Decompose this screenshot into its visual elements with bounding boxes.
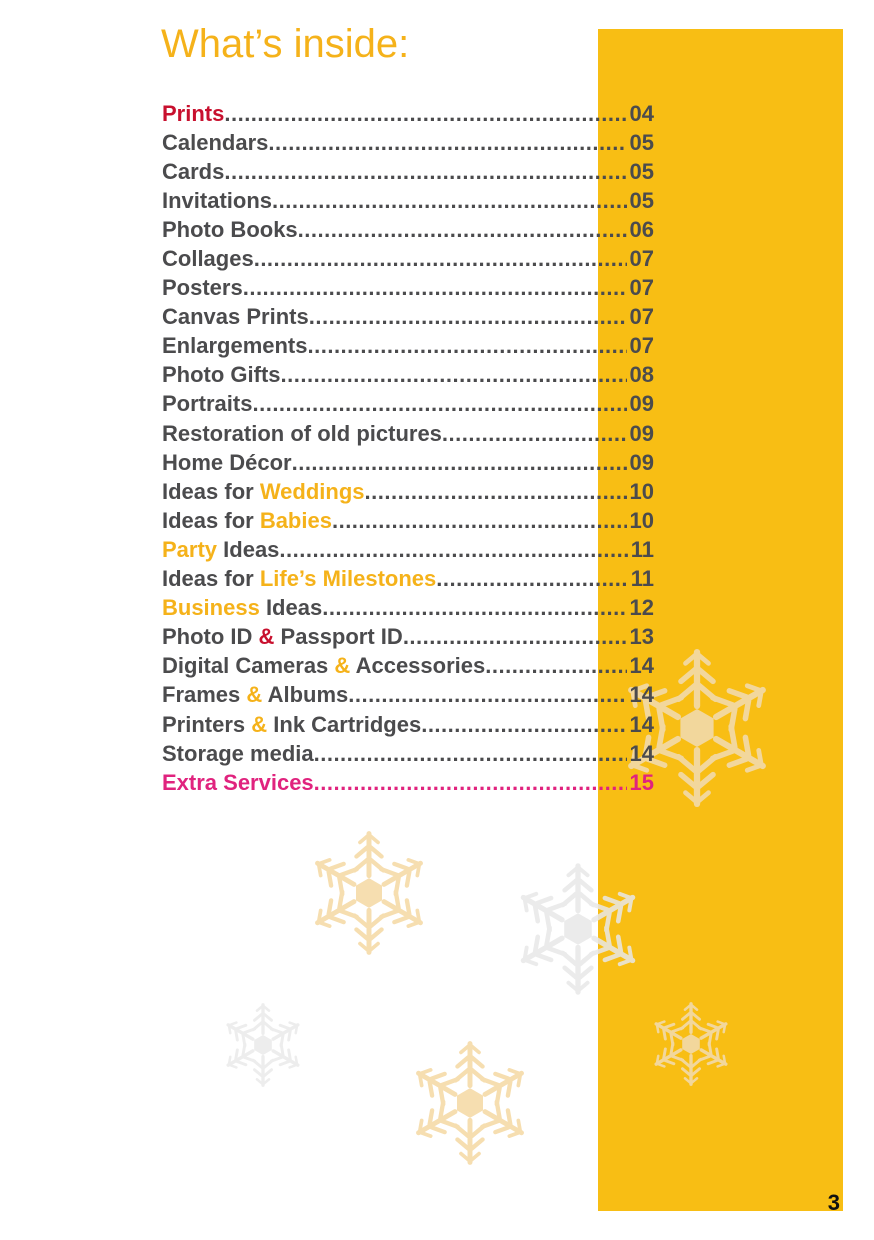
toc-entry[interactable] xyxy=(162,506,654,535)
toc-entry-label xyxy=(162,130,268,156)
toc-page-number: 15 xyxy=(629,769,654,795)
toc-entry[interactable] xyxy=(162,99,654,128)
dot-leader xyxy=(243,275,627,301)
toc-entry-label-part: Home Décor xyxy=(162,449,292,475)
toc-entry[interactable] xyxy=(162,390,654,419)
toc-entry[interactable] xyxy=(162,303,654,332)
toc-page-number: 14 xyxy=(629,711,654,737)
toc-entry-label-part: Life’s Milestones xyxy=(259,566,437,592)
dot-leader xyxy=(308,333,627,359)
toc-entry-label xyxy=(162,741,314,767)
toc-entry[interactable] xyxy=(162,244,654,273)
toc-page-number: 06 xyxy=(629,216,654,242)
toc-entry-label-part: Photo ID xyxy=(162,624,259,650)
toc-entry-label-part: & xyxy=(258,624,275,650)
page-title: What’s inside: xyxy=(161,22,410,66)
toc-page-number: 11 xyxy=(630,566,654,592)
toc-entry[interactable] xyxy=(162,419,654,448)
toc-page-number: 07 xyxy=(629,304,654,330)
toc-page-number: 09 xyxy=(629,391,654,417)
toc-entry-label-part: Digital Cameras xyxy=(162,653,335,679)
dot-leader xyxy=(322,595,626,621)
toc-entry-label xyxy=(162,682,348,708)
toc-page-number: 14 xyxy=(629,682,654,708)
toc-entry[interactable] xyxy=(162,623,654,652)
dot-leader xyxy=(421,712,626,738)
toc-entry[interactable] xyxy=(162,186,654,215)
toc-entry-label-part: Ideas xyxy=(259,595,323,621)
toc-entry-label xyxy=(162,537,279,563)
toc-entry[interactable] xyxy=(162,710,654,739)
toc-entry[interactable] xyxy=(162,681,654,710)
toc-page-number: 08 xyxy=(629,362,654,388)
toc-page-number: 07 xyxy=(629,246,654,272)
snowflake-icon xyxy=(647,1000,735,1088)
toc-entry-label xyxy=(162,275,243,301)
toc-entry-label-part: & xyxy=(251,711,268,737)
dot-leader xyxy=(348,682,626,708)
toc-entry-label-part: Restoration of old pictures xyxy=(162,420,442,446)
toc-entry[interactable] xyxy=(162,274,654,303)
toc-entry-label-part: Calendars xyxy=(162,129,269,155)
toc-page-number: 04 xyxy=(629,100,654,126)
toc-entry-label-part: Storage media xyxy=(162,740,314,766)
snowflake-icon xyxy=(509,860,647,998)
toc-entry-label xyxy=(162,159,224,185)
toc-page-number: 12 xyxy=(629,595,654,621)
toc-entry-label-part: Ideas for xyxy=(162,566,260,592)
dot-leader xyxy=(309,304,627,330)
toc-entry-label-part: Photo Books xyxy=(162,216,298,242)
toc-entry-label xyxy=(162,566,436,592)
toc-entry[interactable] xyxy=(162,768,654,797)
dot-leader xyxy=(436,566,627,592)
snowflake-icon xyxy=(405,1038,535,1168)
toc-entry-label xyxy=(162,188,272,214)
toc-page-number: 10 xyxy=(629,507,654,533)
toc-page-number: 05 xyxy=(629,158,654,184)
toc-page-number: 07 xyxy=(629,275,654,301)
toc-entry-label xyxy=(162,101,224,127)
toc-page-number: 14 xyxy=(629,740,654,766)
toc-entry-label-part: Weddings xyxy=(259,478,365,504)
dot-leader xyxy=(332,508,627,534)
toc-entry[interactable] xyxy=(162,477,654,506)
toc-entry[interactable] xyxy=(162,215,654,244)
toc-entry-label xyxy=(162,624,403,650)
toc-entry[interactable] xyxy=(162,157,654,186)
toc-entry-label xyxy=(162,391,252,417)
toc-entry-label-part: & xyxy=(334,653,351,679)
table-of-contents xyxy=(162,99,654,797)
toc-entry-label-part: Extra Services xyxy=(162,769,314,795)
toc-page-number: 09 xyxy=(629,449,654,475)
toc-entry-label xyxy=(162,450,292,476)
toc-page-number: 11 xyxy=(630,536,654,562)
dot-leader xyxy=(298,217,627,243)
toc-entry-label xyxy=(162,653,485,679)
toc-entry-label-part: Ideas for xyxy=(162,478,260,504)
toc-entry-label-part: Passport ID xyxy=(274,624,403,650)
toc-entry-label-part: Babies xyxy=(259,507,332,533)
toc-entry-label-part: & xyxy=(246,682,263,708)
toc-entry[interactable] xyxy=(162,739,654,768)
toc-entry-label xyxy=(162,770,314,796)
toc-entry[interactable] xyxy=(162,565,654,594)
toc-entry-label-part: Party xyxy=(162,536,218,562)
snowflake-icon xyxy=(304,828,434,958)
toc-page-number: 07 xyxy=(629,333,654,359)
toc-entry-label-part: Collages xyxy=(162,246,254,272)
toc-entry-label-part: Ideas xyxy=(217,536,280,562)
toc-entry-label-part: Ideas for xyxy=(162,507,260,533)
toc-entry-label-part: Business xyxy=(162,595,260,621)
toc-entry-label-part: Portraits xyxy=(162,391,253,417)
toc-entry-label xyxy=(162,217,298,243)
toc-entry-label-part: Prints xyxy=(162,100,225,126)
dot-leader xyxy=(279,537,627,563)
toc-page-number: 14 xyxy=(629,653,654,679)
dot-leader xyxy=(272,188,627,214)
toc-entry-label-part: Accessories xyxy=(350,653,486,679)
toc-entry[interactable] xyxy=(162,535,654,564)
dot-leader xyxy=(314,770,627,796)
toc-entry-label-part: Printers xyxy=(162,711,252,737)
page-number: 3 xyxy=(827,1190,840,1215)
dot-leader xyxy=(442,421,627,447)
toc-entry-label xyxy=(162,246,254,272)
dot-leader xyxy=(485,653,626,679)
toc-entry-label-part: Photo Gifts xyxy=(162,362,281,388)
toc-page-number: 09 xyxy=(629,420,654,446)
dot-leader xyxy=(252,391,626,417)
toc-page-number: 05 xyxy=(629,187,654,213)
toc-entry-label xyxy=(162,712,421,738)
dot-leader xyxy=(224,159,626,185)
toc-entry[interactable] xyxy=(162,652,654,681)
toc-entry-label xyxy=(162,421,442,447)
toc-entry-label xyxy=(162,508,332,534)
dot-leader xyxy=(365,479,627,505)
toc-entry[interactable] xyxy=(162,361,654,390)
toc-entry[interactable] xyxy=(162,594,654,623)
toc-entry[interactable] xyxy=(162,332,654,361)
toc-entry-label xyxy=(162,595,322,621)
toc-entry[interactable] xyxy=(162,448,654,477)
toc-entry-label-part: Posters xyxy=(162,275,243,301)
toc-entry-label xyxy=(162,333,308,359)
toc-page-number: 05 xyxy=(629,129,654,155)
dot-leader xyxy=(403,624,627,650)
toc-entry-label-part: Canvas Prints xyxy=(162,304,309,330)
dot-leader xyxy=(281,362,627,388)
dot-leader xyxy=(254,246,627,272)
snowflake-icon xyxy=(219,1001,307,1089)
toc-entry-label-part: Albums xyxy=(262,682,349,708)
toc-page-number: 10 xyxy=(629,478,654,504)
dot-leader xyxy=(314,741,627,767)
dot-leader xyxy=(224,101,626,127)
toc-entry-label xyxy=(162,304,309,330)
toc-entry-label-part: Cards xyxy=(162,158,225,184)
toc-entry-label xyxy=(162,362,281,388)
toc-page-number: 13 xyxy=(629,624,654,650)
toc-entry-label-part: Invitations xyxy=(162,187,273,213)
dot-leader xyxy=(292,450,627,476)
toc-entry-label-part: Frames xyxy=(162,682,247,708)
toc-entry-label xyxy=(162,479,365,505)
dot-leader xyxy=(268,130,626,156)
toc-entry[interactable] xyxy=(162,128,654,157)
toc-entry-label-part: Ink Cartridges xyxy=(267,711,422,737)
toc-entry-label-part: Enlargements xyxy=(162,333,308,359)
